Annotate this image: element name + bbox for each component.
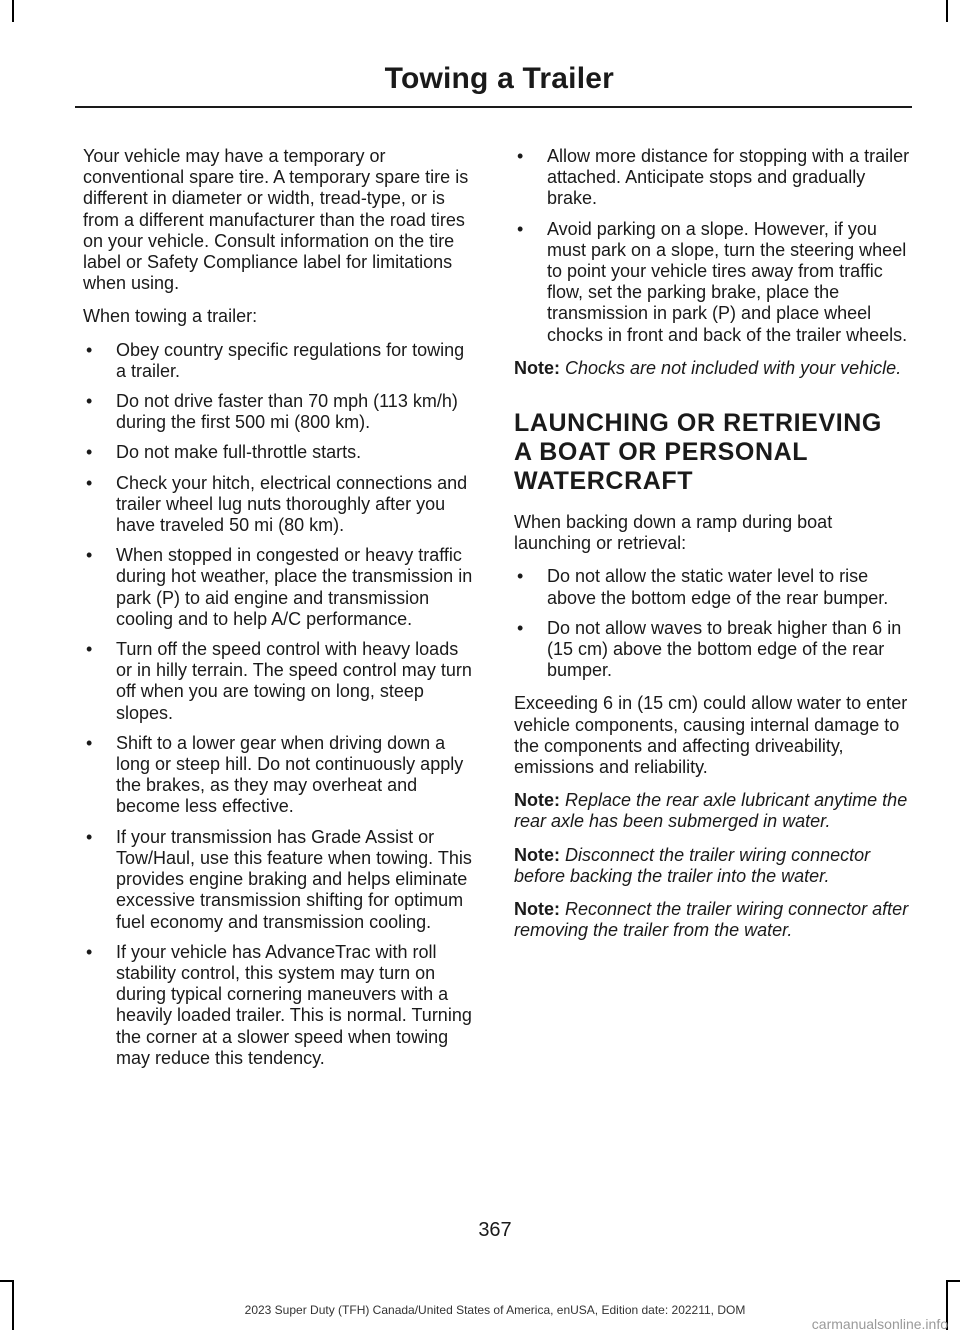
page-number: 367 <box>478 1219 512 1241</box>
footer-edition: 2023 Super Duty (TFH) Canada/United States of America, enUSA, Edition date: 202211, DOM <box>244 1303 746 1317</box>
bullet-icon: • <box>86 391 93 412</box>
list-item-text: Do not make full-throttle starts. <box>116 442 362 463</box>
bullet-icon: • <box>517 146 524 166</box>
water-paragraph: Exceeding 6 in (15 cm) could allow water to enter vehicle components, causing internal damage to the components and affecting driveability, emissions and reliability. <box>514 693 908 778</box>
list-item-text: Allow more distance for stopping with a trailer attached. Anticipate stops and gradually brake. <box>547 146 910 209</box>
list-item-text: Check your hitch, electrical connections and trailer wheel lug nuts thoroughly after you have traveled 50 mi (80 km). <box>116 472 468 536</box>
list-item <box>83 340 478 382</box>
list-item-text: Do not allow the static water level to rise above the bottom edge of the rear bumper. <box>547 566 889 608</box>
list-item <box>514 618 912 682</box>
crop-mark-top-left <box>12 0 14 22</box>
note <box>514 845 912 887</box>
left-column <box>83 146 478 1081</box>
intro-paragraph: Your vehicle may have a temporary or conventional spare tire. A temporary spare tire is different in diameter or width, tread-type, or is from a different manufacturer than the road tires on your vehicle. Consult information on the tire label or Safety Compliance label for limitations when using. <box>83 146 469 294</box>
list-item <box>83 827 478 933</box>
bullet-icon: • <box>86 339 93 360</box>
section-heading-line: A BOAT OR PERSONAL <box>514 438 809 467</box>
note <box>514 358 912 379</box>
list-item-text: Avoid parking on a slope. However, if you must park on a slope, turn the steering wheel to point your vehicle tires away from traffic flow, set the parking brake, place the transmission in park (P) and place wheel chocks in front and back of the trailer wheels. <box>547 218 908 345</box>
note <box>514 790 912 832</box>
bullet-icon: • <box>86 545 93 566</box>
list-item-text: Shift to a lower gear when driving down a long or steep hill. Do not continuously apply the brakes, as they may overheat and become less effective. <box>116 732 464 817</box>
list-item-text: If your vehicle has AdvanceTrac with roll stability control, this system may turn on during typical cornering maneuvers with a heavily loaded trailer. This is normal. Turning the corner at a slower speed when towing may reduce this tendency. <box>116 941 472 1068</box>
crop-mark-bottom-left-h <box>0 1280 14 1282</box>
watermark: carmanualsonline.info <box>811 1316 948 1332</box>
list-item <box>83 391 478 433</box>
ramp-lead: When backing down a ramp during boat launching or retrieval: <box>514 512 833 554</box>
bullet-icon: • <box>86 732 93 753</box>
list-item <box>83 639 478 724</box>
bullet-icon: • <box>86 472 93 493</box>
bullet-icon: • <box>517 617 524 638</box>
bullet-icon: • <box>86 941 93 962</box>
list-item <box>83 442 478 463</box>
bullet-icon: • <box>86 826 93 847</box>
note-text: Reconnect the trailer wiring connector after removing the trailer from the water. <box>514 899 909 941</box>
section-heading <box>514 409 912 496</box>
towing-bullet-list-continued <box>514 146 912 346</box>
note-text: Chocks are not included with your vehicle. <box>565 357 902 378</box>
list-item-text: Turn off the speed control with heavy loads or in hilly terrain. The speed control may turn off when you are towing on long, steep slopes. <box>116 639 472 723</box>
section-heading-line: LAUNCHING OR RETRIEVING <box>514 409 882 438</box>
list-item-text: If your transmission has Grade Assist or Tow/Haul, use this feature when towing. This provides engine braking and helps eliminate excessive transmission shifting for optimum fuel economy and transmission cooling. <box>116 826 472 932</box>
note-label: Note: <box>514 899 560 920</box>
list-item <box>514 219 912 346</box>
bullet-icon: • <box>86 639 93 660</box>
note-label: Note: <box>514 357 560 378</box>
note-label: Note: <box>514 790 560 811</box>
header-divider <box>75 106 912 108</box>
list-item <box>83 942 478 1069</box>
right-column <box>514 146 912 953</box>
bullet-icon: • <box>86 442 93 463</box>
bullet-icon: • <box>517 566 524 587</box>
towing-lead: When towing a trailer: <box>83 306 258 327</box>
list-item <box>83 545 478 630</box>
list-item <box>514 566 912 608</box>
note-label: Note: <box>514 844 560 865</box>
crop-mark-bottom-right-h <box>946 1280 960 1282</box>
page-title: Towing a Trailer <box>384 62 614 95</box>
ramp-bullet-list <box>514 566 912 681</box>
list-item-text: Do not drive faster than 70 mph (113 km/h) during the first 500 mi (800 km). <box>116 391 458 433</box>
list-item-text: When stopped in congested or heavy traffic during hot weather, place the transmission in park (P) to aid engine and transmission cooling and to help A/C performance. <box>116 545 473 629</box>
list-item <box>83 473 478 537</box>
list-item-text: Obey country specific regulations for towing a trailer. <box>116 339 465 381</box>
bullet-icon: • <box>517 218 524 239</box>
note-text: Disconnect the trailer wiring connector before backing the trailer into the water. <box>514 844 871 886</box>
list-item <box>83 733 478 818</box>
list-item <box>514 146 912 210</box>
crop-mark-top-right <box>946 0 948 22</box>
list-item-text: Do not allow waves to break higher than 6 in (15 cm) above the bottom edge of the rear bumper. <box>547 617 902 681</box>
note-text: Replace the rear axle lubricant anytime the rear axle has been submerged in water. <box>514 790 908 832</box>
towing-bullet-list <box>83 340 478 1069</box>
section-heading-line: WATERCRAFT <box>514 467 694 496</box>
note <box>514 899 912 941</box>
